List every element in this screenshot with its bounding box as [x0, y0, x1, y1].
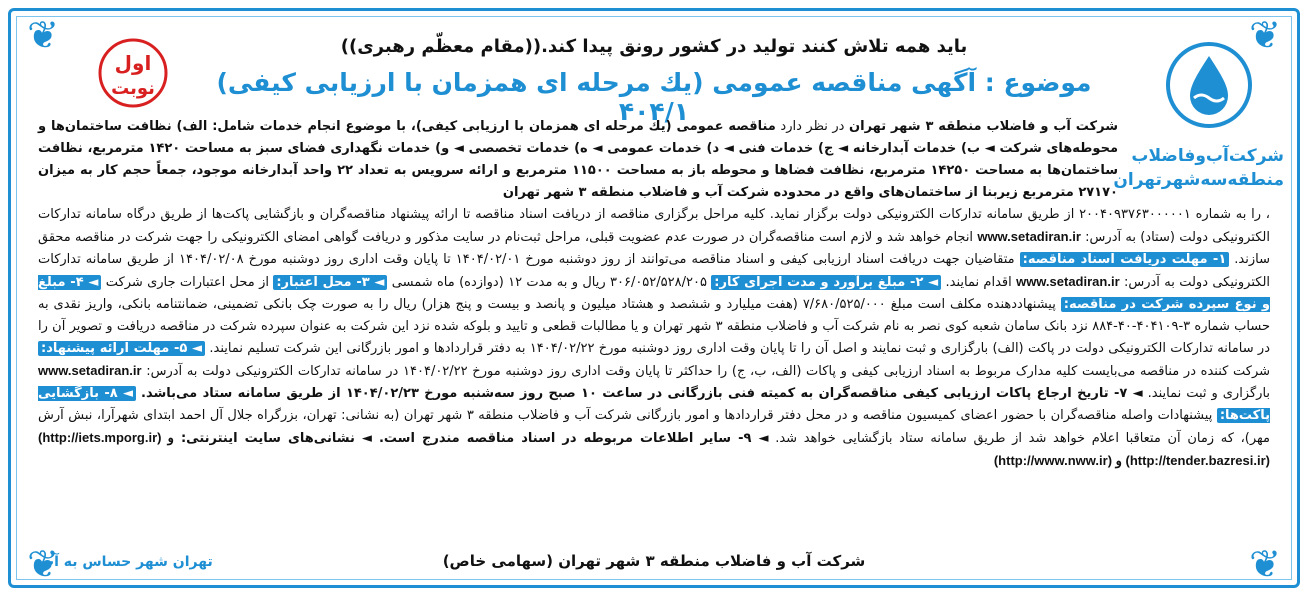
intro-lead-text: در نظر دارد [775, 119, 850, 134]
item4-label: ◄ ۴- مبلغ و نوع سپرده شرکت در مناقصه: [38, 275, 1270, 312]
item8-label: ◄ ۸- بازگشایی پاکت‌ها: [38, 386, 1270, 423]
item5-text: شرکت کننده در مناقصه می‌بایست کلیه مدارک مربوط به اسناد ارزیابی کیفی و پاکات (الف، ب، ج) را حداکثر تا پایان وقت اداری روز دوشنبه مورخ ۱۴۰۴/۰۲/۲۲ در سامانه تدارکات الکترونیکی دولت به آدرس: [141, 364, 1271, 379]
notice-subject: موضوع : آگهی مناقصه عمومی (یك مرحله ای همزمان با ارزیابی كیفی) ۴۰۴/۱ [216, 68, 1092, 126]
item8-text: پیشنهادات واصله مناقصه‌گران با حضور اعضای کمیسیون مناقصه و در محل دفتر قراردادها و امور بازرگانی شرکت آب و فاضلاب منطقه ۳ شهر تهران (به نشانی: تهران، بزرگراه جلال آل احمد ابتدای شهرآرا، نبش آرش مهر)، که زمان آن متعاقبا اعلام خواهد شد از طریق سامانه ستاد بازگشایی خواهد شد. [38, 408, 1270, 446]
item1-label: ۱- مهلت دریافت اسناد مناقصه: [1020, 252, 1230, 267]
item3-text: از محل اعتبارات جاری شرکت [105, 275, 274, 290]
setad-link[interactable]: www.setadiran.ir [38, 363, 142, 378]
website-links[interactable]: (http://iets.mporg.ir) و (http://www.nww.ir) و (http://tender.bazresi.ir) [38, 430, 1270, 468]
item1-text: متقاضیان جهت دریافت اسناد ارزیابی کیفی و اسناد مناقصه می‌توانند از روز دوشنبه مورخ ۱۴۰۴/۰۲/۰۱ تا پایان وقت اداری روز دوشنبه مورخ ۱۴۰۴/۰۲/۰۸ از طریق سامانه تدارکات الکترونیکی دولت به آدرس: [38, 252, 1271, 290]
water-slogan: تهران شهر حساس به آب [40, 554, 213, 570]
corner-ornament-icon: ❦ [27, 13, 59, 57]
company-signature: شرکت آب و فاضلاب منطقه ۳ شهر تهران (سهامی خاص) [442, 552, 866, 570]
intro-scope: مناقصه عمومی (یك مرحله ای همزمان با ارزیابی کیفی)، با موضوع انجام خدمات شامل: الف) نظافت ساختمان‌ها و محوطه‌های شرکت ◄ ب) خدمات آبدارخانه ◄ ج) خدمات فنی ◄ د) خدمات عمومی ◄ ه) خدمات تخصصی ◄ و) خدمات نگهداری فضای سبز به مساحت ۱۴۲۰ مترمربع، نظافت ساختمان‌ها به مساحت ۱۴۲۵۰ مترمربع، نظافت فضاها و محوطه باز به مساحت ۱۱۵۰۰ مترمربع و ارائه سرویس به تعداد ۲۲ واحد آبدارخانه موجود، جمعاً حجم کار به میزان ۲۷۱۷۰ مترمربع زیربنا از ساختمان‌های واقع در محدوده شرکت آب و فاضلاب منطقه ۳ شهر تهران [38, 119, 1119, 200]
item2-label: ◄ ۲- مبلغ برآورد و مدت اجرای کار: [711, 275, 941, 290]
item4-text: پیشنهاددهنده مکلف است مبلغ ۷/۶۸۰/۵۲۵/۰۰۰ (هفت میلیارد و ششصد و هشتاد میلیون و پانصد و بیست و پنج هزار) ریال را به صورت چک بانکی تضمینی، ضمانتنامه بانکی، واریز نقدی به حساب شماره ۳-۴۰۴۱۰۹-۴۰-۸۸۴ نزد بانک سامان شعبه کوی نصر به نام شرکت آب و فاضلاب منطقه ۳ شهر تهران و یا مطالبات قطعی و تایید و بلوکه شده نزد این شرکت به عنوان سپرده شرکت در مناقصه دریافت و تصویر آن را در سامانه تدارکات الکترونیکی دولت در پاکت (الف) بارگزاری و ثبت نمایند و اصل آن را تا پایان وقت اداری روز دوشنبه مورخ ۱۴۰۴/۰۲/۲۲ به دفتر قراردادها و امور بازرگانی این شرکت تسلیم نمایند. [38, 297, 1271, 356]
item3-label: ◄ ۳- محل اعتبار: [273, 275, 387, 290]
company-name-line2: منطقه‌سه‌شهرتهران [1113, 170, 1284, 190]
item1-tail: اقدام نمایند. [945, 275, 1017, 290]
intro-text2: ، را به شماره ۲۰۰۴۰۹۳۷۶۳۰۰۰۰۰۱ از طریق سامانه تدارکات الکترونیکی دولت برگزار نماید. کلیه مراحل برگزاری مناقصه از دریافت اسناد مناقصه تا ارائه پیشنهاد مناقصه‌گران و بازگشایی پاکت‌ها از طریق درگاه سامانه تدارکات الکترونیکی دولت (ستاد) به آدرس: [38, 207, 1270, 245]
setad-link[interactable]: www.setadiran.ir [1016, 274, 1120, 289]
company-name-line1: شرکت‌آب‌وفاضلاب [1131, 146, 1284, 166]
intro-text3: انجام خواهد شد و لازم است مناقصه‌گران در صورت عدم عضویت قبلی، مراحل ثبت‌نام در سایت مذکور و دریافت گواهی امضای الکترونیکی را جهت شرکت در مناقصه محقق سازند. [38, 230, 1270, 267]
corner-ornament-icon: ❦ [1249, 13, 1281, 57]
item9-text: ◄ ۹- سایر اطلاعات مربوطه در اسناد مناقصه مندرج است. ◄ نشانی‌های سایت اینترنتی: [173, 431, 769, 446]
water-drop-logo-icon [1164, 40, 1254, 130]
setad-link[interactable]: www.setadiran.ir [977, 229, 1081, 244]
first-publication-stamp [96, 32, 170, 114]
item7-text: ◄ ۷- تاریخ ارجاع پاکات ارزیابی کیفی مناقصه‌گران به کمیته فنی بازرگانی در ساعت ۱۰ صبح روز سه‌شنبه مورخ ۱۴۰۴/۰۲/۲۳ از طریق سامانه ستاد می‌باشد. [141, 386, 1143, 401]
intro-lead: شرکت آب و فاضلاب منطقه ۳ شهر تهران [849, 119, 1118, 134]
stamp-line1: اول [114, 51, 152, 75]
corner-ornament-icon: ❦ [27, 542, 59, 586]
item5-label: ◄ ۵- مهلت ارائه پیشنهاد: [38, 341, 205, 356]
item5-tail: بارگزاری و ثبت نمایند. [1147, 386, 1271, 401]
item2-text: ۳۰۶/۰۵۲/۵۲۸/۲۰۵ ریال و به مدت ۱۲ (دوازده) ماه شمسی [391, 275, 712, 290]
corner-ornament-icon: ❦ [1249, 542, 1281, 586]
company-logo-block [1113, 40, 1284, 192]
leader-slogan: باید همه تلاش کنند تولید در کشور رونق پیدا کند.((مقام معظّم رهبری)) [340, 36, 968, 57]
stamp-line2: نوبت [111, 78, 155, 99]
intro-paragraph [38, 116, 1118, 204]
notice-body [38, 204, 1270, 473]
